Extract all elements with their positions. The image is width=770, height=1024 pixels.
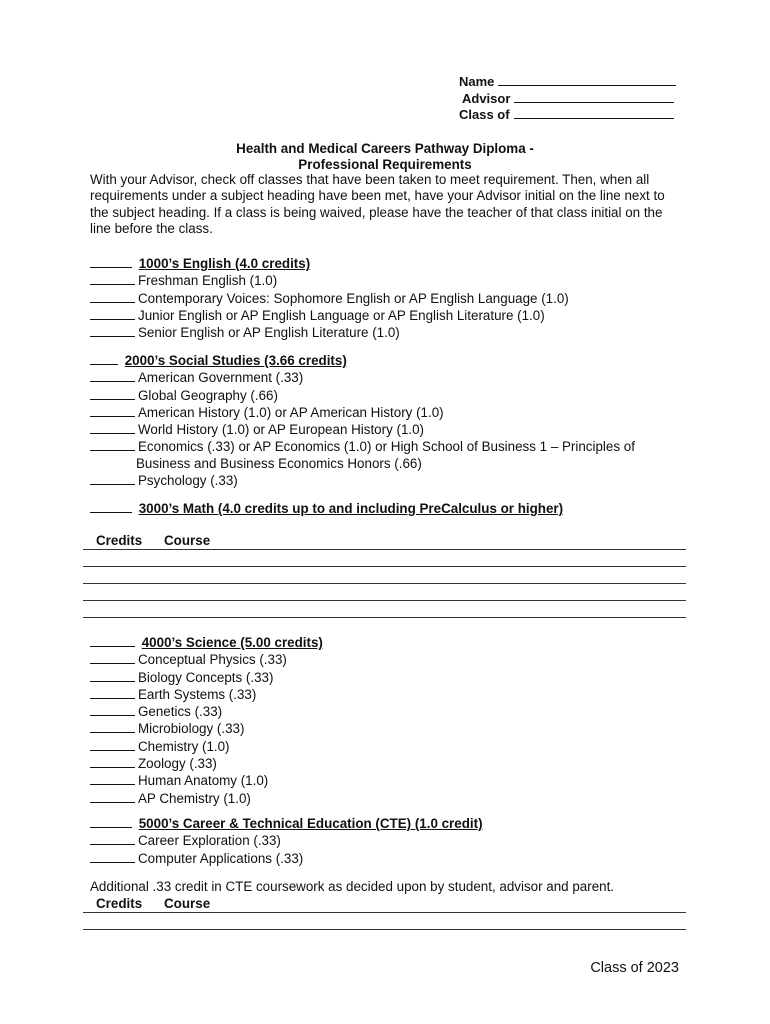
advisor-field[interactable] <box>514 91 674 103</box>
list-item <box>90 850 690 867</box>
social-heading-row <box>90 352 690 369</box>
math-table-header <box>96 533 210 548</box>
math-row-line[interactable] <box>83 617 686 618</box>
list-item <box>90 669 690 686</box>
class-field[interactable] <box>514 107 674 119</box>
class-year-label: Class of 2023 <box>590 960 679 976</box>
checkoff-line[interactable] <box>90 790 135 803</box>
checkoff-line[interactable] <box>90 438 135 451</box>
list-item <box>90 272 690 289</box>
cte-heading: 5000’s Career & Technical Education (CTE) (1.0 credit) <box>138 816 483 831</box>
course-label: Zoology (.33) <box>138 756 217 772</box>
math-heading: 3000’s Math (4.0 credits up to and including PreCalculus or higher) <box>138 501 564 516</box>
list-item <box>90 307 690 324</box>
course-label: Psychology (.33) <box>138 473 238 489</box>
checkoff-line[interactable] <box>90 307 135 320</box>
course-label: Earth Systems (.33) <box>138 686 257 702</box>
checkoff-line[interactable] <box>90 290 135 303</box>
checkoff-line[interactable] <box>90 850 135 863</box>
student-info-block <box>459 74 676 124</box>
name-label: Name <box>459 74 495 89</box>
course-label: American History (1.0) or AP American History (1.0) <box>138 404 444 420</box>
math-heading-row <box>90 500 690 517</box>
course-label: Freshman English (1.0) <box>138 273 278 289</box>
cte-section <box>90 815 690 867</box>
math-row-line[interactable] <box>83 583 686 584</box>
course-column-header: Course <box>164 533 211 548</box>
checkoff-line[interactable] <box>90 720 135 733</box>
additional-row-line[interactable] <box>83 912 686 913</box>
advisor-label: Advisor <box>462 90 511 106</box>
english-section <box>90 255 690 341</box>
course-label: Career Exploration (.33) <box>138 833 281 849</box>
list-item <box>90 703 690 720</box>
checkoff-line[interactable] <box>90 324 135 337</box>
list-item <box>90 290 690 307</box>
list-item <box>90 832 690 849</box>
checkoff-line[interactable] <box>90 686 135 699</box>
course-label: Genetics (.33) <box>138 704 223 720</box>
course-label: Chemistry (1.0) <box>138 738 230 754</box>
list-item <box>90 686 690 703</box>
course-label: Junior English or AP English Language or AP English Literature (1.0) <box>138 307 545 323</box>
checkoff-line[interactable] <box>90 772 135 785</box>
social-heading: 2000’s Social Studies (3.66 credits) <box>124 353 347 368</box>
social-studies-section <box>90 352 690 489</box>
name-field[interactable] <box>498 74 676 86</box>
checkoff-line[interactable] <box>90 404 135 417</box>
course-label: Global Geography (.66) <box>138 387 278 403</box>
page-title-line1: Health and Medical Careers Pathway Diploma - <box>236 141 534 156</box>
checkoff-line[interactable] <box>90 651 135 664</box>
list-item <box>90 404 690 421</box>
checkoff-line[interactable] <box>90 272 135 285</box>
advisor-initial-line[interactable] <box>90 815 132 828</box>
math-row-line[interactable] <box>83 566 686 567</box>
course-label: Biology Concepts (.33) <box>138 669 274 685</box>
name-row <box>459 74 676 91</box>
course-label: AP Chemistry (1.0) <box>138 790 251 806</box>
class-label: Class of <box>459 107 510 122</box>
math-section <box>90 500 690 517</box>
course-label: World History (1.0) or AP European History (1.0) <box>138 422 425 438</box>
science-heading-row <box>90 634 690 651</box>
list-item <box>90 324 690 341</box>
advisor-initial-line[interactable] <box>90 634 135 647</box>
list-item <box>90 755 690 772</box>
list-item <box>90 421 690 438</box>
list-item <box>90 738 690 755</box>
course-continuation: Business and Business Economics Honors (.66) <box>136 455 422 471</box>
course-label: Microbiology (.33) <box>138 721 245 737</box>
course-label: Computer Applications (.33) <box>138 850 304 866</box>
checkoff-line[interactable] <box>90 703 135 716</box>
checkoff-line[interactable] <box>90 472 135 485</box>
advisor-initial-line[interactable] <box>90 255 132 268</box>
credits-column-header: Credits <box>96 896 143 911</box>
checkoff-line[interactable] <box>90 387 135 400</box>
list-item <box>90 790 690 807</box>
checkoff-line[interactable] <box>90 369 135 382</box>
advisor-row <box>459 91 676 108</box>
science-section <box>90 634 690 807</box>
additional-row-line[interactable] <box>83 929 686 930</box>
list-item <box>90 720 690 737</box>
math-row-line[interactable] <box>83 549 686 550</box>
list-item <box>90 772 690 789</box>
advisor-initial-line[interactable] <box>90 500 132 513</box>
additional-cte-note: Additional .33 credit in CTE coursework as decided upon by student, advisor and parent. <box>90 879 615 894</box>
english-heading-row <box>90 255 690 272</box>
list-item <box>90 472 690 489</box>
course-label: Senior English or AP English Literature (1.0) <box>138 325 400 341</box>
science-heading: 4000’s Science (5.00 credits) <box>141 635 323 650</box>
list-item <box>90 369 690 386</box>
english-heading: 1000’s English (4.0 credits) <box>138 256 311 271</box>
class-row <box>459 107 676 124</box>
course-label: Conceptual Physics (.33) <box>138 652 287 668</box>
cte-heading-row <box>90 815 690 832</box>
credits-column-header: Credits <box>96 533 143 548</box>
course-label: Human Anatomy (1.0) <box>138 773 269 789</box>
checkoff-line[interactable] <box>90 832 135 845</box>
page-title-line2: Professional Requirements <box>298 157 472 172</box>
advisor-initial-line[interactable] <box>90 352 118 365</box>
checkoff-line[interactable] <box>90 738 135 751</box>
course-label: Economics (.33) or AP Economics (1.0) or High School of Business 1 – Principles of <box>138 439 635 455</box>
checkoff-line[interactable] <box>90 421 135 434</box>
list-item <box>90 438 690 455</box>
checkoff-line[interactable] <box>90 669 135 682</box>
course-label: Contemporary Voices: Sophomore English or AP English Language (1.0) <box>138 290 569 306</box>
course-column-header: Course <box>164 896 211 911</box>
instructions: With your Advisor, check off classes that have been taken to meet requirement. Then, when all requirements under a subject heading have been met, have your Advisor initial on the line next to the subject heading. If a class is being waived, please have the teacher of that class initial on the line before the class. <box>90 172 665 237</box>
list-item <box>90 387 690 404</box>
checkoff-line[interactable] <box>90 755 135 768</box>
list-item <box>90 651 690 668</box>
math-row-line[interactable] <box>83 600 686 601</box>
course-label: American Government (.33) <box>138 370 304 386</box>
additional-table-header <box>96 896 210 911</box>
